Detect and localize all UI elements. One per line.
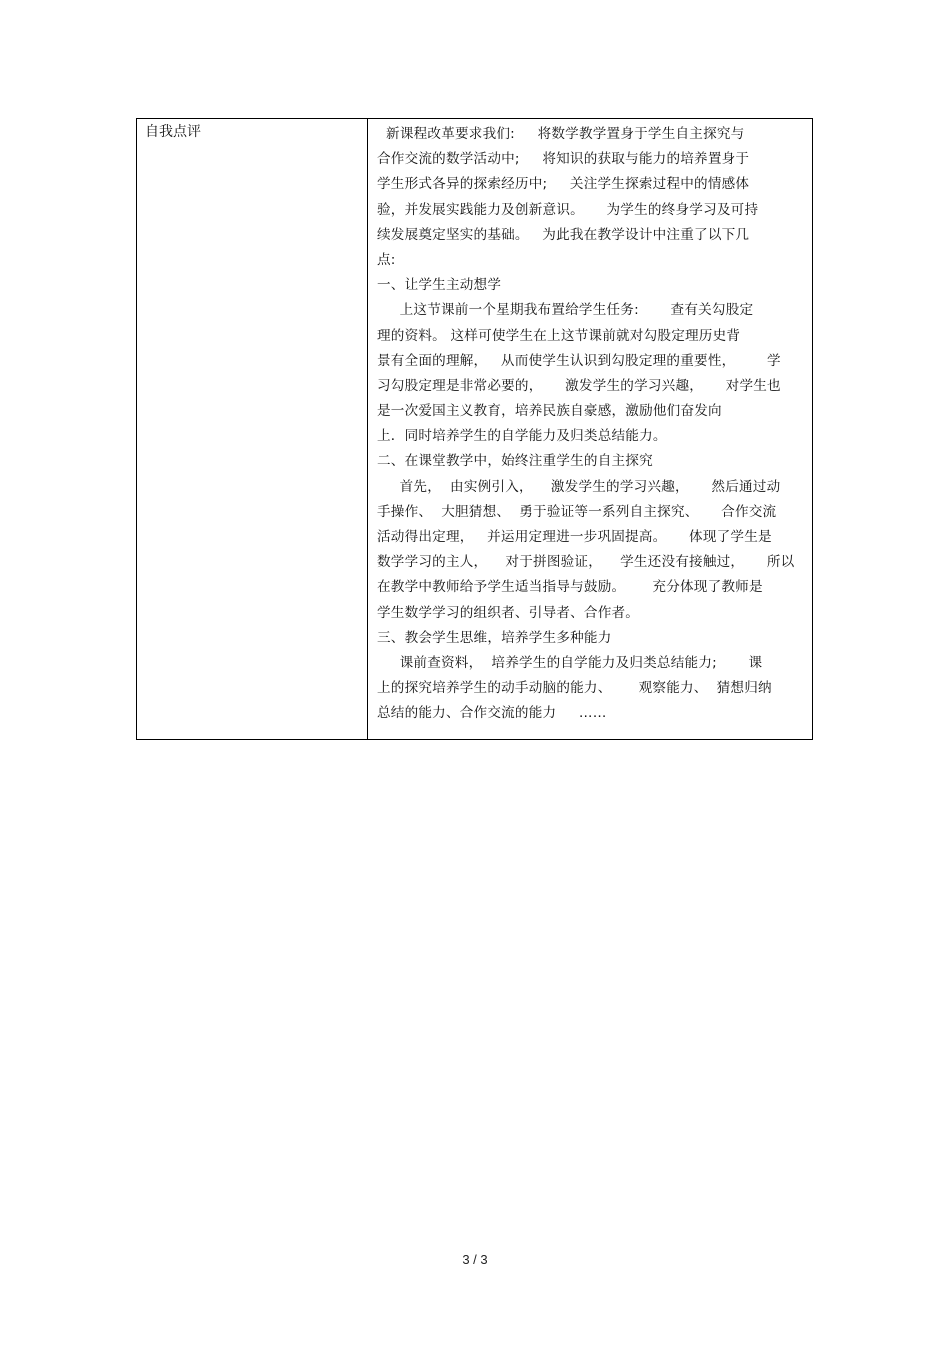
- content-line: 验，并发展实践能力及创新意识。 为学生的终身学习及可持: [377, 201, 759, 218]
- content-line: 是一次爱国主义教育，培养民族自豪感，激励他们奋发向: [377, 403, 722, 420]
- content-line: 合作交流的数学活动中; 将知识的获取与能力的培养置身于: [377, 151, 750, 168]
- content-line: 理的资料。 这样可使学生在上这节课前就对勾股定理历史背: [377, 327, 741, 344]
- section-heading: 二、在课堂教学中，始终注重学生的自主探究: [377, 453, 653, 470]
- page-number: 3 / 3: [462, 1252, 488, 1267]
- content-line: 上这节课前一个星期我布置给学生任务: 查有关勾股定: [377, 302, 754, 319]
- content-line: 新课程改革要求我们: 将数学教学置身于学生自主探究与: [377, 126, 745, 142]
- content-line: 在教学中教师给予学生适当指导与鼓励。 充分体现了教师是: [377, 579, 763, 596]
- section-heading: 一、让学生主动想学: [377, 277, 502, 294]
- table-label-cell: [137, 119, 368, 739]
- content-line: 数学学习的主人， 对于拼图验证， 学生还没有接触过， 所以: [377, 554, 795, 571]
- content-line: 点:: [377, 251, 396, 268]
- content-line: 学生数学学习的组织者、引导者、合作者。: [377, 604, 640, 621]
- content-line: 习勾股定理是非常必要的， 激发学生的学习兴趣， 对学生也: [377, 377, 781, 394]
- evaluation-table: [136, 118, 813, 740]
- content-line: 续发展奠定坚实的基础。 为此我在教学设计中注重了以下几: [377, 226, 750, 243]
- content-line: 首先， 由实例引入， 激发学生的学习兴趣， 然后通过动: [377, 478, 781, 495]
- table-content-cell: [368, 119, 812, 739]
- table-label: 自我点评: [145, 124, 201, 140]
- content-line: 学生形式各异的探索经历中; 关注学生探索过程中的情感体: [377, 176, 750, 193]
- section-heading: 三、教会学生思维，培养学生多种能力: [377, 629, 612, 646]
- content-line: 课前查资料， 培养学生的自学能力及归类总结能力; 课: [377, 654, 763, 671]
- content-line: 上的探究培养学生的动手动脑的能力、 观察能力、 猜想归纳: [377, 680, 772, 697]
- content-line: 景有全面的理解， 从而使学生认识到勾股定理的重要性， 学: [377, 352, 781, 369]
- content-line: 活动得出定理， 并运用定理进一步巩固提高。 体现了学生是: [377, 529, 772, 545]
- content-line: 总结的能力、合作交流的能力 ……: [377, 705, 607, 722]
- content-line: 上．同时培养学生的自学能力及归类总结能力。: [377, 428, 667, 445]
- content-line: 手操作、 大胆猜想、 勇于验证等一系列自主探究、 合作交流: [377, 503, 777, 520]
